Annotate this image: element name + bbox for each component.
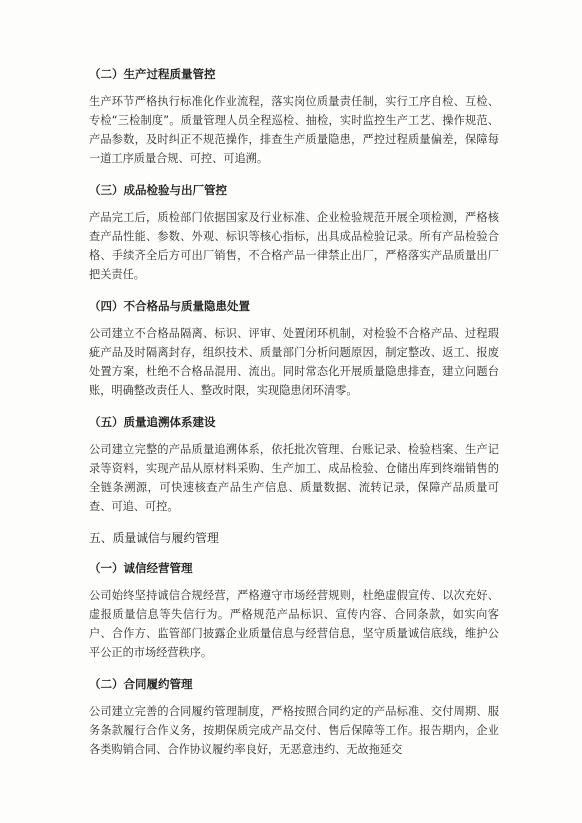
section-paragraph: 产品完工后，质检部门依据国家及行业标准、企业检验规范开展全项检测，严格核查产品性能、参数、外观、标识等核心指标，出具成品检验记录。所有产品检验合格、手续齐全后方可出厂销售，不合格产品一律禁止出厂，严格落实产品质量出厂把关责任。: [89, 211, 499, 281]
section-finished-inspection: [89, 182, 499, 284]
section-paragraph: 公司建立不合格品隔离、标识、评审、处置闭环机制，对检验不合格产品、过程瑕疵产品及时隔离封存，组织技术、质量部门分析问题原因，制定整改、返工、报废处置方案，杜绝不合格品混用、流出。同时常态化开展质量隐患排查，建立问题台账，明确整改责任人、整改时限，实现隐患闭环清零。: [89, 327, 499, 397]
section-heading: （二）生产过程质量管控: [89, 67, 216, 81]
chapter-heading: 五、质量诚信与履约管理: [89, 531, 219, 545]
section-paragraph: 公司建立完整的产品质量追溯体系，依托批次管理、台账记录、检验档案、生产记录等资料，实现产品从原材料采购、生产加工、成品检验、仓储出库到终端销售的全链条溯源，可快速核查产品生产信息、质量数据、流转记录，保障产品质量可查、可追、可控。: [89, 443, 499, 513]
section-heading: （五）质量追溯体系建设: [89, 415, 216, 429]
section-heading: （三）成品检验与出厂管控: [89, 183, 227, 197]
section-heading: （一）诚信经营管理: [89, 561, 193, 575]
section-paragraph: 生产环节严格执行标准化作业流程，落实岗位质量责任制，实行工序自检、互检、专检“三检制度”。质量管理人员全程巡检、抽检，实时监控生产工艺、操作规范、产品参数，及时纠正不规范操作，排查生产质量隐患，严控过程质量偏差，保障每一道工序质量合规、可控、可追溯。: [89, 95, 499, 165]
section-contract-performance: [89, 676, 499, 759]
section-heading: （四）不合格品与质量隐患处置: [89, 299, 250, 313]
section-nonconforming-handling: [89, 298, 499, 400]
section-integrity-management: [89, 560, 499, 662]
document-body: [89, 66, 499, 759]
chapter-quality-integrity: [89, 530, 499, 546]
section-paragraph: 公司建立完善的合同履约管理制度，严格按照合同约定的产品标准、交付周期、服务条款履行合作义务，按期保质完成产品交付、售后保障等工作。报告期内，企业各类购销合同、合作协议履约率良好，无恶意违约、无故拖延交: [89, 705, 499, 756]
section-heading: （二）合同履约管理: [89, 677, 193, 691]
section-production-control: [89, 66, 499, 168]
section-paragraph: 公司始终坚持诚信合规经营，严格遵守市场经营规则，杜绝虚假宣传、以次充好、虚报质量信息等失信行为。严格规范产品标识、宣传内容、合同条款，如实向客户、合作方、监管部门披露企业质量信息与经营信息，坚守质量诚信底线，维护公平公正的市场经营秩序。: [89, 589, 499, 659]
section-traceability-system: [89, 414, 499, 516]
